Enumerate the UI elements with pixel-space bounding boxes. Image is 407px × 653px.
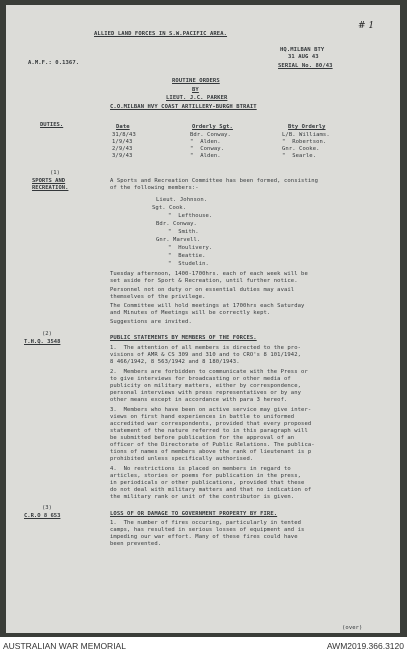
unit-code: A.M.F.: 0.1367. — [28, 60, 80, 66]
title-unit: C.O.MILBAN HVY COAST ARTILLERY-BURGH BTRAIT — [110, 104, 257, 110]
member-name: Gnr. Marvell. — [156, 237, 201, 243]
section2-text: 3. Members who have been on active service may give inter- — [110, 407, 312, 413]
section1-paragraph: Suggestions are invited. — [110, 319, 192, 325]
section2-text: officer of the Directorate of Public Relations. The publica- — [110, 442, 315, 448]
section3-text: been prevented. — [110, 541, 162, 547]
serial-number: SERIAL No. 80/43 — [278, 63, 333, 69]
section2-text: tions of names of members above the rank of lieutenant is p — [110, 449, 312, 455]
section2-text: prohibited unless specifically authorised. — [110, 456, 254, 462]
classification-header: ALLIED LAND FORCES IN S.W.PACIFIC AREA. — [94, 31, 228, 37]
section2-text: 8 466/1942, 8 563/1942 and 8 180/1943. — [110, 359, 240, 365]
member-name: " Smith. — [168, 229, 199, 235]
member-name: " Lefthouse. — [168, 213, 213, 219]
section2-text: other means except in accordance with para 3 hereof. — [110, 397, 288, 403]
section1-text: A Sports and Recreation Committee has been formed, consisting — [110, 178, 319, 184]
section2-text: to give interviews for broadcasting or other media of — [110, 376, 291, 382]
section2-heading: PUBLIC STATEMENTS BY MEMBERS OF THE FORCES. — [110, 335, 257, 341]
section1-paragraph: Tuesday afternoon, 1400-1700hrs. each of each week will be — [110, 271, 308, 277]
section2-text: do not deal with military matters and that no indication of — [110, 487, 312, 493]
duties-header-orderly: Bty Orderly — [288, 124, 326, 130]
archive-name: AUSTRALIAN WAR MEMORIAL — [3, 641, 126, 651]
section1-number: (1) — [50, 170, 60, 176]
duty-date: 31/8/43 — [112, 132, 136, 138]
duty-date: 3/9/43 — [112, 153, 133, 159]
duty-date: 2/9/43 — [112, 146, 133, 152]
section3-number: (3) — [42, 505, 52, 511]
title-by: BY — [192, 87, 199, 93]
section1-text: of the following members:- — [110, 185, 199, 191]
section1-label-line1: SPORTS AND — [32, 178, 66, 184]
duty-orderly: L/B. Williams. — [282, 132, 330, 138]
duties-header-sgt: Orderly Sgt. — [192, 124, 233, 130]
handwritten-page-number: # 1 — [358, 21, 375, 31]
member-name: " Beattie. — [168, 253, 206, 259]
section2-text: the military rank or unit of the contributor is given. — [110, 494, 295, 500]
title-routine-orders: ROUTINE ORDERS — [172, 78, 220, 84]
section1-paragraph: themselves of the privilege. — [110, 294, 206, 300]
section2-text: views on first hand experiences in battle to uniformed — [110, 414, 295, 420]
document-sheet — [6, 5, 400, 633]
member-name: " Studelin. — [168, 261, 209, 267]
member-name: " Houlivery. — [168, 245, 213, 251]
section2-text: be submitted before publication for the approval of an — [110, 435, 295, 441]
section3-text: 1. The number of fires occuring, particularly in tented — [110, 520, 302, 526]
duty-sgt: Bdr. Conway. — [190, 132, 231, 138]
section1-paragraph: The Committee will hold meetings at 1700hrs each Saturday — [110, 303, 305, 309]
title-officer: LIEUT. J.C. PARKER — [166, 95, 228, 101]
duty-sgt: " Alden. — [190, 153, 221, 159]
section2-text: 1. The attention of all members is directed to the pro- — [110, 345, 302, 351]
section1-paragraph: and Minutes of Meetings will be correctly kept. — [110, 310, 271, 316]
section2-text: accredited war correspondents, provided that every proposed — [110, 421, 312, 427]
section3-reference: C.R.O 8 653 — [24, 513, 61, 519]
archive-caption-bar — [0, 637, 407, 653]
duty-orderly: " Searle. — [282, 153, 317, 159]
hq-unit: HQ.MILBAN BTY — [280, 47, 325, 53]
member-name: Lieut. Johnson. — [156, 197, 208, 203]
section2-text: 4. No restrictions is placed on members in regard to — [110, 466, 291, 472]
section2-text: articles, stories or poems for publication in the press, — [110, 473, 302, 479]
section3-text: camps, has resulted in serious losses of equipment and is — [110, 527, 305, 533]
section2-text: in periodicals or other publications, provided that these — [110, 480, 305, 486]
member-name: Bdr. Conway. — [156, 221, 197, 227]
section1-paragraph: Personnel not on duty or on essential duties may avail — [110, 287, 295, 293]
page-turn-note: (over) — [342, 625, 363, 631]
section2-text: statement of the nature referred to in this paragraph will — [110, 428, 308, 434]
duties-label: DUTIES. — [40, 122, 64, 128]
section2-number: (2) — [42, 331, 52, 337]
section1-paragraph: set aside for Sport & Recreation, until further notice. — [110, 278, 298, 284]
section3-heading: LOSS OF OR DAMAGE TO GOVERNMENT PROPERTY BY FIRE. — [110, 511, 278, 517]
section2-reference: T.H.Q. 3548 — [24, 339, 61, 345]
section2-text: publicity on military matters, either by correspondence, — [110, 383, 302, 389]
member-name: Sgt. Cook. — [152, 205, 187, 211]
duties-header-date: Date — [116, 124, 130, 130]
duty-orderly: " Robertson. — [282, 139, 327, 145]
section3-text: impeding our war effort. Many of these fires could have — [110, 534, 298, 540]
duty-date: 1/9/43 — [112, 139, 133, 145]
section2-text: personal interviews with press representatives or by any — [110, 390, 302, 396]
archive-accession-number: AWM2019.366.3120 — [326, 641, 404, 651]
duty-orderly: Gnr. Cooke. — [282, 146, 320, 152]
hq-date: 31 AUG 43 — [288, 54, 319, 60]
section1-label-line2: RECREATION. — [32, 185, 69, 191]
duty-sgt: " Conway. — [190, 146, 225, 152]
duty-sgt: " Alden. — [190, 139, 221, 145]
section2-text: visions of AMR & CS 309 and 310 and to CRO's 8 101/1942, — [110, 352, 302, 358]
section2-text: 2. Members are forbidden to communicate with the Press or — [110, 369, 308, 375]
